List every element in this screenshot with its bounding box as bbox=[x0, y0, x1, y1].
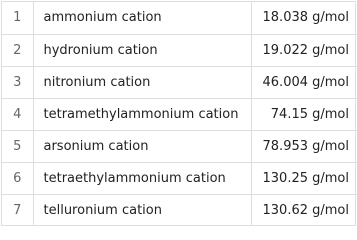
compound-name: ammonium cation bbox=[33, 2, 251, 34]
table-row bbox=[2, 34, 357, 66]
compound-name: tetraethylammonium cation bbox=[33, 162, 251, 194]
molar-mass-value: 130.62 g/mol bbox=[251, 194, 357, 226]
row-index: 5 bbox=[2, 130, 33, 162]
compound-name: nitronium cation bbox=[33, 66, 251, 98]
table-row bbox=[2, 98, 357, 130]
table-row bbox=[2, 162, 357, 194]
molar-mass-value: 78.953 g/mol bbox=[251, 130, 357, 162]
table-row bbox=[2, 66, 357, 98]
row-index: 1 bbox=[13, 10, 22, 26]
molar-mass-value: 19.022 g/mol bbox=[251, 34, 357, 66]
table-row bbox=[2, 2, 357, 34]
row-index: 2 bbox=[2, 34, 33, 66]
row-index: 3 bbox=[2, 66, 33, 98]
row-index: 6 bbox=[2, 162, 33, 194]
row-index: 4 bbox=[2, 98, 33, 130]
compound-name: telluronium cation bbox=[33, 194, 251, 226]
molar-mass-table-container bbox=[1, 1, 356, 226]
compound-name: tetramethylammonium cation bbox=[33, 98, 251, 130]
table-row bbox=[2, 130, 357, 162]
molar-mass-value: 74.15 g/mol bbox=[251, 98, 357, 130]
row-index: 7 bbox=[2, 194, 33, 226]
molar-mass-table bbox=[2, 2, 357, 226]
table-row bbox=[2, 194, 357, 226]
molar-mass-value: 46.004 g/mol bbox=[251, 66, 357, 98]
molar-mass-value: 130.25 g/mol bbox=[251, 162, 357, 194]
compound-name: hydronium cation bbox=[33, 34, 251, 66]
compound-name: arsonium cation bbox=[33, 130, 251, 162]
molar-mass-value: 18.038 g/mol bbox=[251, 2, 357, 34]
